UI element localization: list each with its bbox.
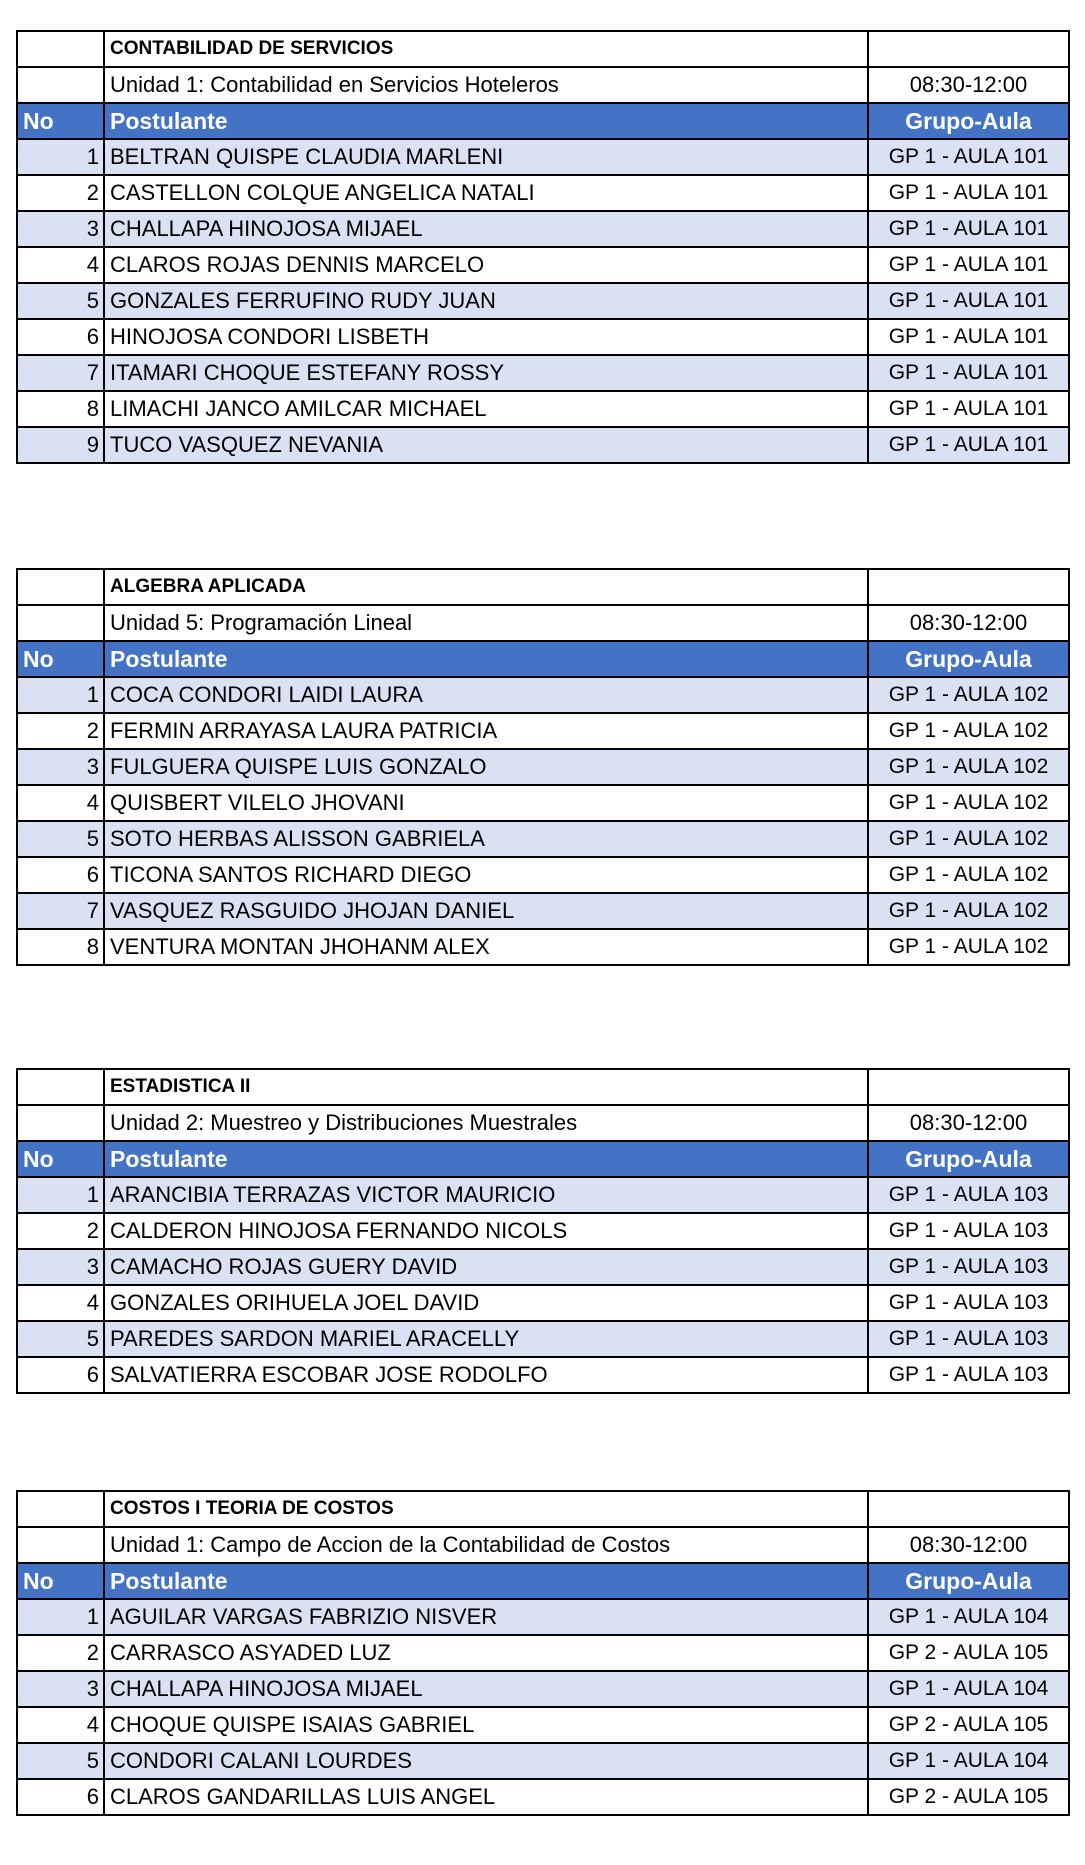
group-classroom: GP 1 - AULA 102 [868,677,1069,713]
row-number: 8 [17,391,104,427]
blank-cell [17,569,104,605]
unit-title: Unidad 5: Programación Lineal [104,605,868,641]
exam-time: 08:30-12:00 [868,605,1069,641]
applicant-name: TUCO VASQUEZ NEVANIA [104,427,868,463]
header-postulante: Postulante [104,1141,868,1177]
header-grupo-aula: Grupo-Aula [868,1141,1069,1177]
group-classroom: GP 1 - AULA 102 [868,713,1069,749]
blank-cell [868,1069,1069,1105]
table-row [17,1743,1069,1779]
unit-row [17,1105,1069,1141]
group-classroom: GP 1 - AULA 103 [868,1249,1069,1285]
row-number: 6 [17,1357,104,1393]
row-number: 2 [17,175,104,211]
row-number: 2 [17,713,104,749]
applicant-name: CHOQUE QUISPE ISAIAS GABRIEL [104,1707,868,1743]
applicant-name: ITAMARI CHOQUE ESTEFANY ROSSY [104,355,868,391]
row-number: 7 [17,355,104,391]
table-row [17,283,1069,319]
blank-cell [17,67,104,103]
subject-title: ESTADISTICA II [104,1069,868,1105]
row-number: 3 [17,1249,104,1285]
table-row [17,247,1069,283]
group-classroom: GP 1 - AULA 101 [868,283,1069,319]
group-classroom: GP 1 - AULA 102 [868,929,1069,965]
subject-row [17,1491,1069,1527]
table-row [17,677,1069,713]
group-classroom: GP 1 - AULA 102 [868,893,1069,929]
exam-time: 08:30-12:00 [868,1527,1069,1563]
applicant-name: FULGUERA QUISPE LUIS GONZALO [104,749,868,785]
row-number: 3 [17,1671,104,1707]
header-grupo-aula: Grupo-Aula [868,641,1069,677]
blank-cell [17,1069,104,1105]
row-number: 2 [17,1213,104,1249]
blank-cell [868,1491,1069,1527]
applicant-name: ARANCIBIA TERRAZAS VICTOR MAURICIO [104,1177,868,1213]
table-row [17,1707,1069,1743]
applicant-name: SOTO HERBAS ALISSON GABRIELA [104,821,868,857]
row-number: 1 [17,139,104,175]
blank-cell [17,1105,104,1141]
applicant-name: CAMACHO ROJAS GUERY DAVID [104,1249,868,1285]
group-classroom: GP 1 - AULA 102 [868,857,1069,893]
applicant-name: PAREDES SARDON MARIEL ARACELLY [104,1321,868,1357]
table-row [17,1177,1069,1213]
row-number: 5 [17,1321,104,1357]
blank-cell [17,1527,104,1563]
blank-cell [868,569,1069,605]
table-row [17,749,1069,785]
table-row [17,1635,1069,1671]
applicant-name: FERMIN ARRAYASA LAURA PATRICIA [104,713,868,749]
row-number: 6 [17,857,104,893]
row-number: 5 [17,821,104,857]
applicant-name: TICONA SANTOS RICHARD DIEGO [104,857,868,893]
blank-cell [17,605,104,641]
roster-table [16,568,1070,966]
table-row [17,391,1069,427]
row-number: 5 [17,1743,104,1779]
group-classroom: GP 1 - AULA 104 [868,1743,1069,1779]
applicant-name: BELTRAN QUISPE CLAUDIA MARLENI [104,139,868,175]
exam-time: 08:30-12:00 [868,67,1069,103]
row-number: 1 [17,1599,104,1635]
row-number: 7 [17,893,104,929]
unit-title: Unidad 2: Muestreo y Distribuciones Muestrales [104,1105,868,1141]
unit-row [17,605,1069,641]
row-number: 1 [17,1177,104,1213]
roster-table [16,1068,1070,1394]
table-row [17,713,1069,749]
group-classroom: GP 1 - AULA 102 [868,785,1069,821]
group-classroom: GP 1 - AULA 101 [868,139,1069,175]
exam-time: 08:30-12:00 [868,1105,1069,1141]
applicant-name: VASQUEZ RASGUIDO JHOJAN DANIEL [104,893,868,929]
table-row [17,857,1069,893]
group-classroom: GP 1 - AULA 103 [868,1285,1069,1321]
group-classroom: GP 1 - AULA 103 [868,1357,1069,1393]
subject-title: CONTABILIDAD DE SERVICIOS [104,31,868,67]
row-number: 4 [17,1285,104,1321]
applicant-name: CHALLAPA HINOJOSA MIJAEL [104,1671,868,1707]
header-no: No [17,1563,104,1599]
applicant-name: CLAROS ROJAS DENNIS MARCELO [104,247,868,283]
unit-row [17,1527,1069,1563]
table-row [17,319,1069,355]
applicant-name: CONDORI CALANI LOURDES [104,1743,868,1779]
group-classroom: GP 1 - AULA 101 [868,175,1069,211]
group-classroom: GP 1 - AULA 102 [868,749,1069,785]
table-row [17,1779,1069,1815]
table-row [17,1285,1069,1321]
applicant-name: CLAROS GANDARILLAS LUIS ANGEL [104,1779,868,1815]
table-row [17,211,1069,247]
group-classroom: GP 1 - AULA 103 [868,1177,1069,1213]
column-header-row [17,1141,1069,1177]
subject-row [17,569,1069,605]
header-no: No [17,1141,104,1177]
group-classroom: GP 1 - AULA 101 [868,247,1069,283]
table-row [17,175,1069,211]
group-classroom: GP 1 - AULA 103 [868,1321,1069,1357]
unit-row [17,67,1069,103]
subject-title: COSTOS I TEORIA DE COSTOS [104,1491,868,1527]
table-row [17,1671,1069,1707]
group-classroom: GP 1 - AULA 101 [868,355,1069,391]
header-no: No [17,103,104,139]
header-grupo-aula: Grupo-Aula [868,1563,1069,1599]
column-header-row [17,103,1069,139]
header-postulante: Postulante [104,1563,868,1599]
subject-row [17,31,1069,67]
header-grupo-aula: Grupo-Aula [868,103,1069,139]
group-classroom: GP 2 - AULA 105 [868,1635,1069,1671]
group-classroom: GP 1 - AULA 104 [868,1599,1069,1635]
row-number: 6 [17,1779,104,1815]
applicant-name: LIMACHI JANCO AMILCAR MICHAEL [104,391,868,427]
row-number: 3 [17,749,104,785]
subject-row [17,1069,1069,1105]
row-number: 4 [17,247,104,283]
applicant-name: CHALLAPA HINOJOSA MIJAEL [104,211,868,247]
table-row [17,1321,1069,1357]
blank-cell [17,1491,104,1527]
table-row [17,355,1069,391]
applicant-name: SALVATIERRA ESCOBAR JOSE RODOLFO [104,1357,868,1393]
group-classroom: GP 1 - AULA 101 [868,427,1069,463]
applicant-name: QUISBERT VILELO JHOVANI [104,785,868,821]
header-postulante: Postulante [104,641,868,677]
applicant-name: GONZALES FERRUFINO RUDY JUAN [104,283,868,319]
row-number: 8 [17,929,104,965]
applicant-name: GONZALES ORIHUELA JOEL DAVID [104,1285,868,1321]
applicant-name: VENTURA MONTAN JHOHANM ALEX [104,929,868,965]
group-classroom: GP 1 - AULA 103 [868,1213,1069,1249]
roster-table [16,1490,1070,1816]
group-classroom: GP 1 - AULA 101 [868,319,1069,355]
table-row [17,821,1069,857]
row-number: 9 [17,427,104,463]
table-row [17,1213,1069,1249]
row-number: 4 [17,785,104,821]
group-classroom: GP 1 - AULA 104 [868,1671,1069,1707]
unit-title: Unidad 1: Contabilidad en Servicios Hoteleros [104,67,868,103]
group-classroom: GP 2 - AULA 105 [868,1707,1069,1743]
row-number: 4 [17,1707,104,1743]
table-row [17,785,1069,821]
table-row [17,929,1069,965]
row-number: 2 [17,1635,104,1671]
applicant-name: HINOJOSA CONDORI LISBETH [104,319,868,355]
group-classroom: GP 1 - AULA 101 [868,391,1069,427]
table-row [17,1357,1069,1393]
group-classroom: GP 2 - AULA 105 [868,1779,1069,1815]
applicant-name: COCA CONDORI LAIDI LAURA [104,677,868,713]
row-number: 1 [17,677,104,713]
applicant-name: CALDERON HINOJOSA FERNANDO NICOLS [104,1213,868,1249]
column-header-row [17,1563,1069,1599]
row-number: 3 [17,211,104,247]
header-postulante: Postulante [104,103,868,139]
header-no: No [17,641,104,677]
roster-table [16,30,1070,464]
row-number: 5 [17,283,104,319]
table-row [17,1599,1069,1635]
unit-title: Unidad 1: Campo de Accion de la Contabilidad de Costos [104,1527,868,1563]
table-row [17,427,1069,463]
row-number: 6 [17,319,104,355]
group-classroom: GP 1 - AULA 101 [868,211,1069,247]
table-row [17,139,1069,175]
column-header-row [17,641,1069,677]
table-row [17,1249,1069,1285]
applicant-name: AGUILAR VARGAS FABRIZIO NISVER [104,1599,868,1635]
group-classroom: GP 1 - AULA 102 [868,821,1069,857]
applicant-name: CASTELLON COLQUE ANGELICA NATALI [104,175,868,211]
blank-cell [868,31,1069,67]
applicant-name: CARRASCO ASYADED LUZ [104,1635,868,1671]
subject-title: ALGEBRA APLICADA [104,569,868,605]
blank-cell [17,31,104,67]
table-row [17,893,1069,929]
